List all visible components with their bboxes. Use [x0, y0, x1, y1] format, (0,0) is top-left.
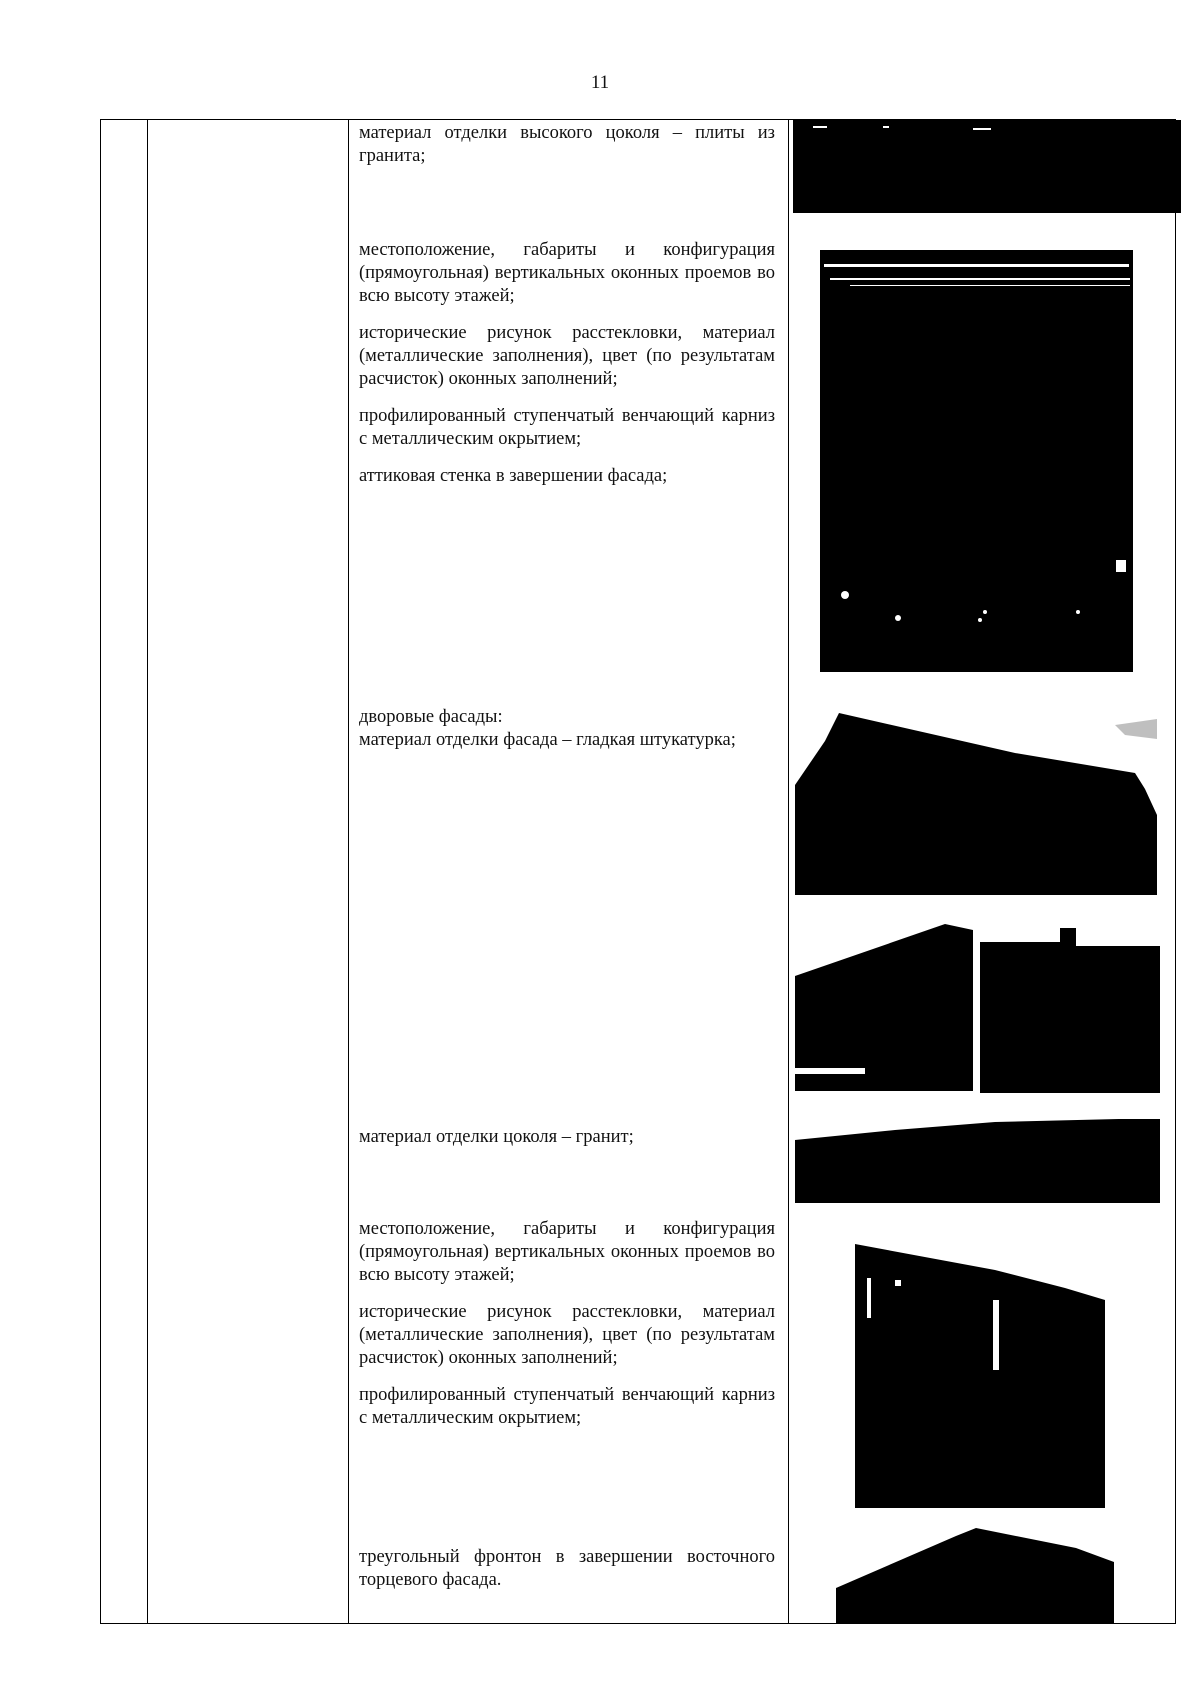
text-block-main-facade	[359, 239, 775, 502]
paragraph: материал отделки фасада – гладкая штукатурка;	[359, 730, 736, 750]
paragraph: местоположение, габариты и конфигурация (прямоугольная) вертикальных оконных проемов во всю высоту этажей;	[359, 1219, 775, 1285]
text-block-courtyard	[359, 706, 775, 752]
paragraph: треугольный фронтон в завершении восточного торцевого фасада.	[359, 1547, 775, 1590]
photo-courtyard-facade-2a	[795, 918, 975, 1091]
photo-plinth-granite	[793, 120, 1181, 213]
paragraph: материал отделки высокого цоколя – плиты из гранита;	[359, 123, 775, 166]
paragraph: местоположение, габариты и конфигурация (прямоугольная) вертикальных оконных проемов во всю высоту этажей;	[359, 240, 775, 306]
photo-courtyard-facade-1	[795, 705, 1160, 895]
photo-courtyard-facade-2b	[980, 928, 1160, 1093]
photo-plinth-granite-courtyard	[795, 1116, 1160, 1203]
column-divider-3	[788, 120, 789, 1623]
paragraph: исторические рисунок расстекловки, материал (металлические заполнения), цвет (по результатам расчисток) оконных заполнений;	[359, 323, 775, 389]
photo-courtyard-windows	[855, 1240, 1105, 1508]
text-block-high-plinth	[359, 122, 775, 182]
paragraph: материал отделки цоколя – гранит;	[359, 1127, 634, 1147]
paragraph: профилированный ступенчатый венчающий карниз с металлическим окрытием;	[359, 1385, 775, 1428]
column-divider-1	[147, 120, 148, 1623]
column-divider-2	[348, 120, 349, 1623]
photo-main-facade	[820, 250, 1133, 672]
page-number: 11	[590, 72, 610, 93]
text-block-pediment	[359, 1546, 775, 1592]
paragraph: дворовые фасады:	[359, 707, 503, 727]
paragraph: аттиковая стенка в завершении фасада;	[359, 466, 668, 486]
text-block-plinth	[359, 1126, 775, 1163]
paragraph: профилированный ступенчатый венчающий карниз с металлическим окрытием;	[359, 406, 775, 449]
paragraph: исторические рисунок расстекловки, материал (металлические заполнения), цвет (по результатам расчисток) оконных заполнений;	[359, 1302, 775, 1368]
photo-pediment-east	[836, 1528, 1124, 1623]
text-block-courtyard-windows	[359, 1218, 775, 1444]
